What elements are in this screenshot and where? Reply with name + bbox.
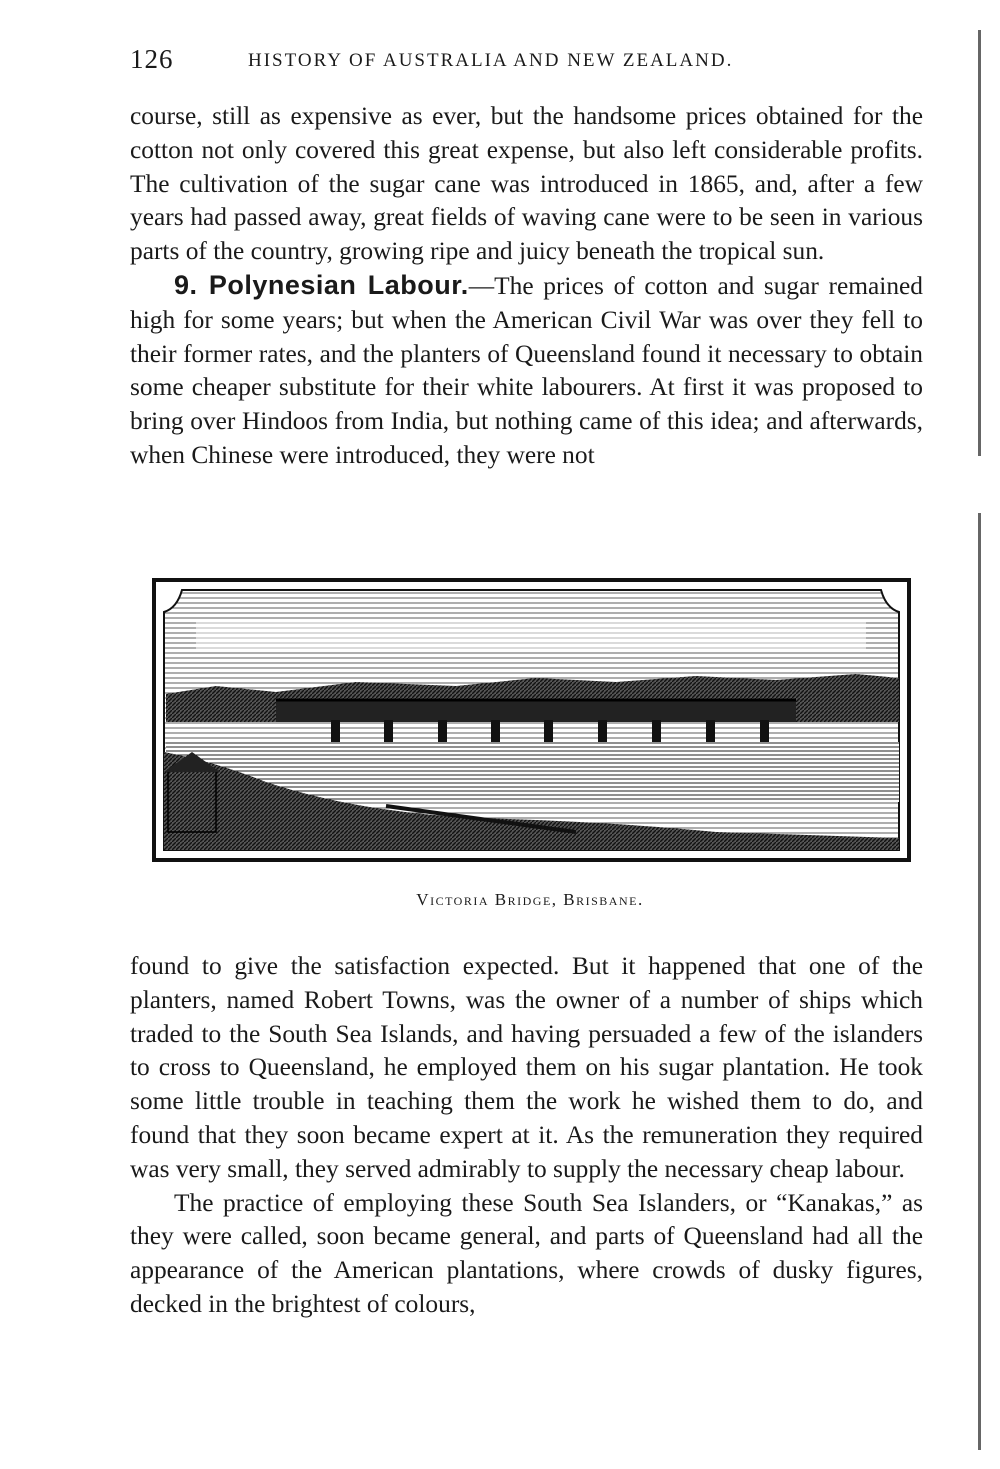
section-heading: 9. Polynesian Labour.	[174, 269, 469, 300]
text-block-top	[130, 100, 923, 473]
bridge-deck	[276, 700, 796, 722]
paragraph-kanakas: The practice of employing these South Sea Islanders, or “Kanakas,” as they were called, soon became general, and parts of Queensland had all the appearance of the American plantations, where crowds of dusky figures, decked in the brightest of colours,	[130, 1188, 923, 1318]
engraving-victoria-bridge	[152, 578, 911, 862]
book-title: HISTORY OF AUSTRALIA AND NEW ZEALAND.	[248, 50, 734, 71]
paragraph-polynesian-labour-text: —The prices of cotton and sugar remained high for some years; but when the American Civil War was over they fell to their former rates, and the planters of Queensland found it necessary to obtain some cheaper substitute for their white labourers. At first it was proposed to bring over Hindoos from India, but nothing came of this idea; and afterwards, when Chinese were introduced, they were not	[130, 271, 923, 469]
scan-margin-line	[978, 30, 981, 1450]
text-block-bottom	[130, 950, 923, 1322]
paragraph-polynesian-labour	[130, 269, 923, 473]
figure-caption: Victoria Bridge, Brisbane.	[416, 890, 644, 909]
paragraph-cotton-sugar: course, still as expensive as ever, but the handsome prices obtained for the cotton not only covered this great expense, but also left considerable profits. The cultivation of the sugar cane was introduced in 1865, and, after a few years had passed away, great fields of waving cane were to be seen in various parts of the country, growing ripe and juicy beneath the tropical sun.	[130, 102, 923, 266]
paragraph-robert-towns: found to give the satisfaction expected. But it happened that one of the planters, named Robert Towns, was the owner of a number of ships which traded to the South Sea Islands, and having persuaded a few of the islanders to cross to Queensland, he employed them on his sugar plantation. He took some little trouble in teaching them the work he wished them to do, and found that they soon became expert at it. As the remuneration they required was very small, they served admirably to supply the necessary cheap labour.	[130, 952, 923, 1183]
bridge-illustration	[156, 582, 907, 858]
running-head	[130, 44, 930, 76]
shed	[168, 770, 216, 832]
sky-clouds	[196, 622, 866, 652]
page-number: 126	[130, 44, 174, 74]
